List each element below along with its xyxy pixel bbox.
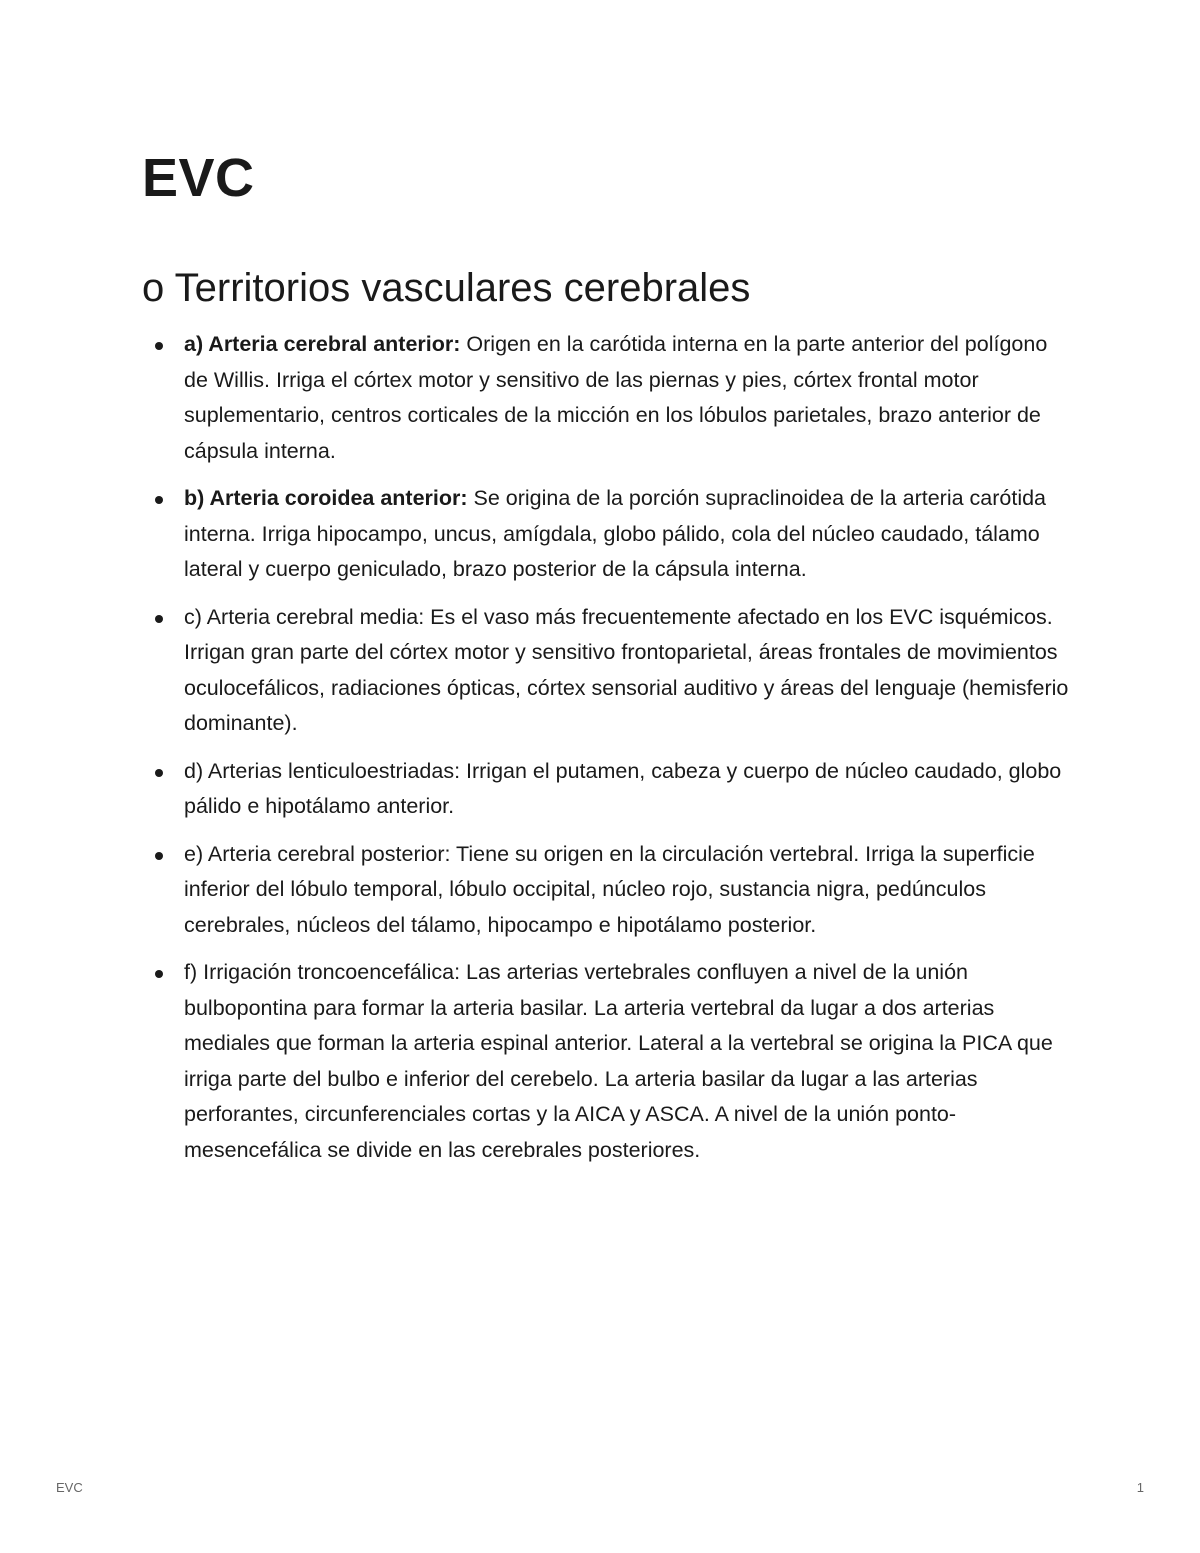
list-item-d [184, 754, 1074, 825]
list-item-b [184, 481, 1074, 588]
item-label: b) Arteria coroidea anterior: [184, 486, 468, 510]
item-label: a) Arteria cerebral anterior: [184, 332, 461, 356]
item-text: c) Arteria cerebral media: Es el vaso más frecuentemente afectado en los EVC isquémicos. Irrigan gran parte del córtex motor y sensitivo frontoparietal, áreas frontales de movimientos oculocefálicos, radiaciones ópticas, córtex sensorial auditivo y áreas del lenguaje (hemisferio dominante). [184, 604, 1069, 735]
item-text: d) Arterias lenticuloestriadas: Irrigan el putamen, cabeza y cuerpo de núcleo caudado, globo pálido e hipotálamo anterior. [184, 758, 1062, 818]
item-text: Origen en la carótida interna en la parte anterior del polígono de Willis. Irriga el córtex motor y sensitivo de las piernas y pies, córtex frontal motor suplementario, centros corticales de la micción en los lóbulos parietales, brazo anterior de cápsula interna. [184, 332, 1048, 463]
footer-doc-name: EVC [56, 1480, 83, 1495]
footer-page-number: 1 [1136, 1480, 1144, 1495]
item-text: Se origina de la porción supraclinoidea de la arteria carótida interna. Irriga hipocampo, uncus, amígdala, globo pálido, cola del núcleo caudado, tálamo lateral y cuerpo geniculado, brazo posterior de la cápsula interna. [184, 486, 1047, 581]
item-text: f) Irrigación troncoencefálica: Las arterias vertebrales confluyen a nivel de la unión bulbopontina para formar la arteria basilar. La arteria vertebral da lugar a dos arterias mediales que forman la arteria espinal anterior. Lateral a la vertebral se origina la PICA que irriga parte del bulbo e inferior del cerebelo. La arteria basilar da lugar a las arterias perforantes, circunferenciales cortas y la AICA y ASCA. A nivel de la unión ponto-mesencefálica se divide en las cerebrales posteriores. [184, 960, 1053, 1162]
list-item-c [184, 600, 1074, 742]
list-item-e [184, 837, 1074, 944]
list-item-f [184, 955, 1074, 1168]
page-title: EVC [142, 148, 255, 208]
item-text: e) Arteria cerebral posterior: Tiene su origen en la circulación vertebral. Irriga la superficie inferior del lóbulo temporal, lóbulo occipital, núcleo rojo, sustancia nigra, pedúnculos cerebrales, núcleos del tálamo, hipocampo e hipotálamo posterior. [184, 841, 1035, 937]
bullet-list [184, 327, 1074, 1180]
section-heading: o Territorios vasculares cerebrales [142, 266, 751, 310]
list-item-a [184, 327, 1074, 469]
